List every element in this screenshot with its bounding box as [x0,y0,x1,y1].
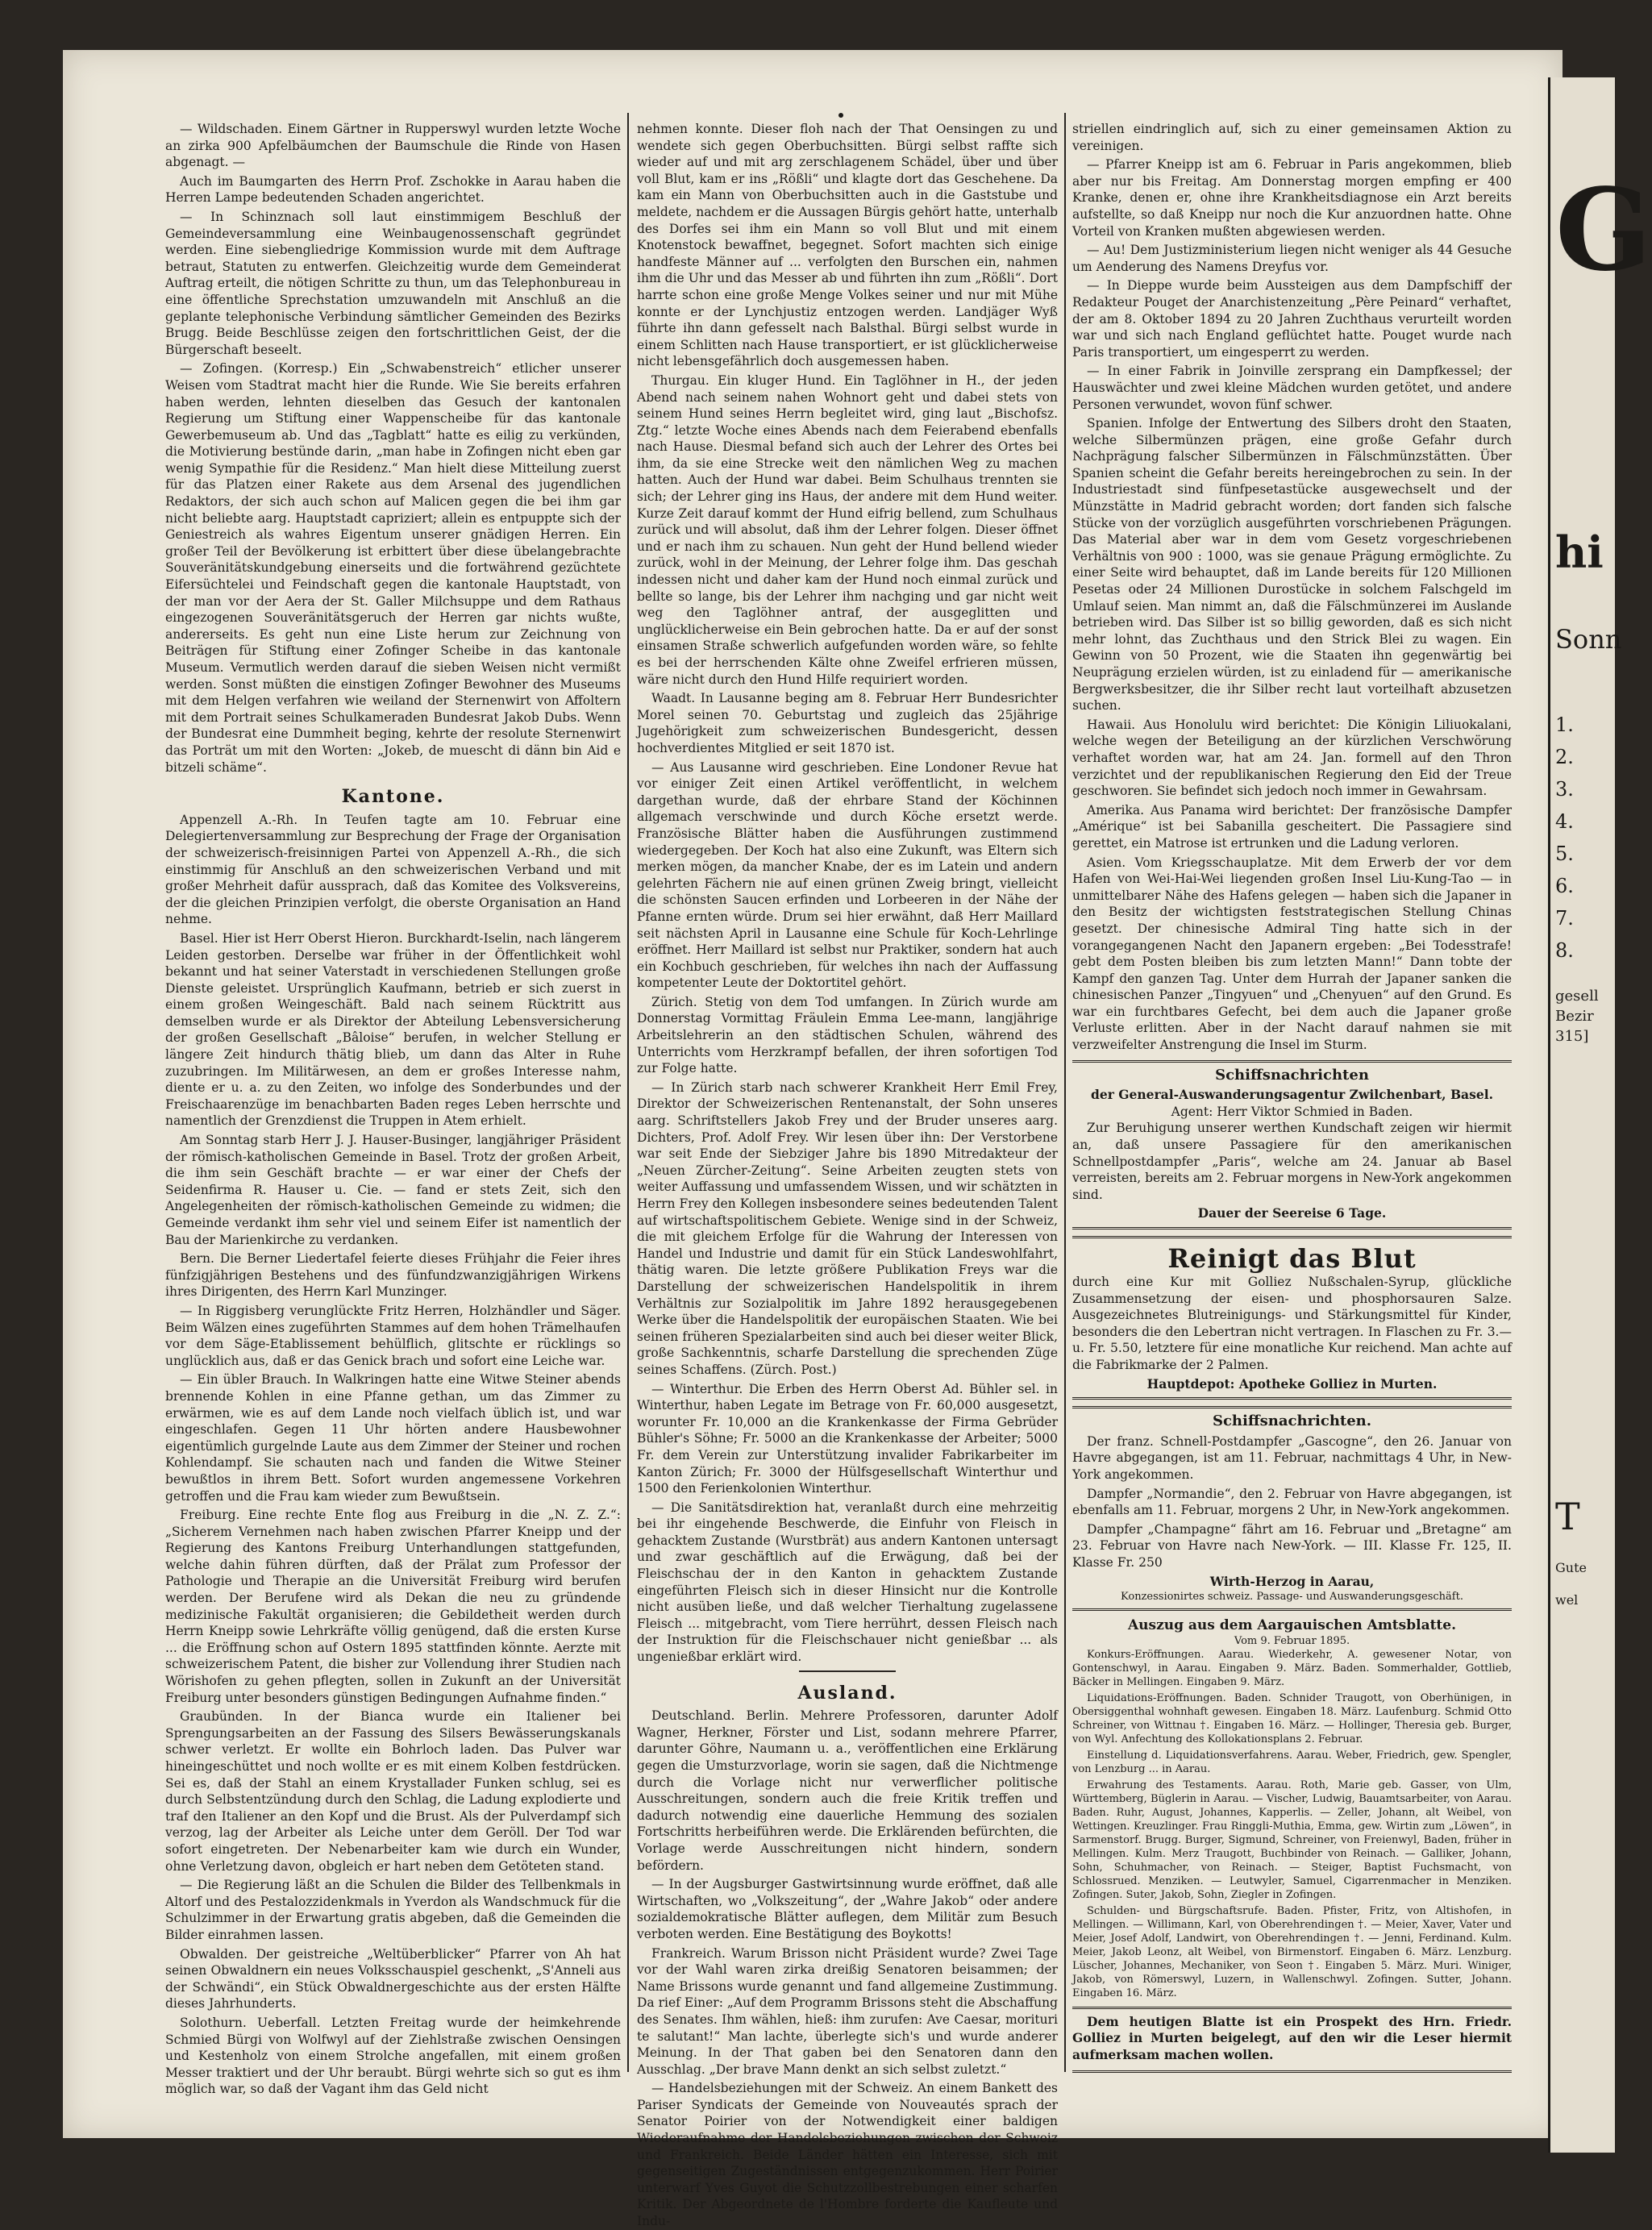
article-paragraph: Zürich. Stetig von dem Tod umfangen. In Zürich wurde am Donnerstag Vormittag Fräulein Emma Lee-mann, langjährige Arbeitslehrerin an den städtischen Schulen, während des Unterrichts vom Herzkrampf befallen, der ihren sofortigen Tod zur Folge hatte. [637,994,1058,1076]
ad-text: durch eine Kur mit Golliez Nußschalen-Syrup, glückliche Zusammensetzung der eisen- und phosphorsauren Salze. Ausgezeichnetes Blutreinigungs- und Stärkungsmittel für Kinder, besonders die den Lebertran nicht vertragen. In Flaschen zu Fr. 3.— u. Fr. 5.50, letztere für eine monatliche Kur reichend. Man achte auf die Fabrikmarke der 2 Palmen. [1072,1275,1512,1372]
article-paragraph: Asien. Vom Kriegsschauplatze. Mit dem Erwerb der vor dem Hafen von Wei-Hai-Wei liegenden großen Insel Liu-Kung-Tao — in unmittelbarer Nähe des Hafens gelegen — haben sich die Japaner in den Besitz der wichtigsten feststrategischen Stellung Chinas gesetzt. Der chinesische Admiral Ting hatte sich in der vorangegangenen Nacht den Japanern ergeben: „Bei Todesstrafe! gebt dem Posten bleiben bis zum letzten Mann!“ Dann tobte der Kampf den ganzen Tag. Unter dem Hurrah der Japaner sanken die chinesischen Panzer „Tingyuen“ und „Chenyuen“ auf den Grund. Es war ein furchtbares Gefecht, bei dem auch die Japaner große Verluste erlitten. Aber in der Nacht darauf nahmen sie mit verzweifelter Anstrengung die Insel im Sturm. [1072,855,1512,1053]
article-paragraph: — In Schinznach soll laut einstimmigem Beschluß der Gemeindeversammlung eine Weinbaugenossenschaft gegründet werden. Eine siebengliedrige Kommission wurde mit dem Auftrage betraut, Statuten zu entwerfen. Gleichzeitig wurde dem Gemeinderat Auftrag erteilt, die nötigen Schritte zu thun, um das Telephonbureau in eine öffentliche Sprechstation umzuwandeln mit Anschluß an die geplante telephonische Verbindung sämtlicher Gemeinden des Bezirks Brugg. Beide Beschlüsse zeigen den fortschrittlichen Geist, der die Bürgerschaft beseelt. [165,209,621,357]
notice-text: Dem heutigen Blatte ist ein Prospekt des Hrn. Friedr. Golliez in Murten beigelegt, auf den wir die Leser hiermit aufmerksam machen wollen. [1072,2013,1512,2062]
article-paragraph: Freiburg. Eine rechte Ente flog aus Freiburg in die „N. Z. Z.“: „Sicherem Vernehmen nach haben zwischen Pfarrer Kneipp und der Regierung des Kantons Freiburg Unterhandlungen stattgefunden, welche dahin führen dürften, daß der Prälat zum Professor der Pathologie und Therapie an die Universität Freiburg wird berufen werden. Der Berufene wird als Dekan die neu zu gründende medizinische Fakultät organisieren; die Gebildetheit werden durch Herrn Kneipp sowie Lehrkräfte völlig genügend, daß die ersten Kurse ... die Eröffnung schon auf Ostern 1895 stattfinden könnte. Aerzte mit schweizerischem Patent, die bisher zur Vollendung ihrer Studien nach Wörishofen zu gehen pflegten, sollen in Zukunft an der Universität Freiburg unter besonders günstigen Bedingungen Aufnahme finden.“ [165,1508,621,1705]
edge-fragment: 6. [1555,875,1574,897]
edge-fragment: 315] [1555,1028,1589,1045]
ad-headline: Reinigt das Blut [1167,1243,1417,1274]
ad-text: Dampfer „Champagne“ fährt am 16. Februar und „Bretagne“ am 23. Februar von Havre nach New-York. — III. Klasse Fr. 125, II. Klasse Fr. 250 [1072,1521,1512,1570]
article-paragraph: — In Riggisberg verunglückte Fritz Herren, Holzhändler und Säger. Beim Wälzen eines zugeführten Stammes auf dem hohen Trämelhaufen vor dem Säge-Etablissement behülflich, glitschte er rücklings so unglücklich aus, daß er das Genick brach und sofort eine Leiche war. [165,1303,621,1368]
edge-fragment: 8. [1555,939,1574,962]
article-paragraph: — Die Sanitätsdirektion hat, veranlaßt durch eine mehrzeitig bei ihr eingehende Beschwerde, die Einfuhr von Fleisch in gehacktem Zustande (Wurstbrät) aus andern Kantonen untersagt und zwar geschäftlich auf die Erwägung, daß bei der Fleischschau der in den Kanton in gehacktem Zustande eingeführten Fleisch sich in dieser Hinsicht nur die Kontrolle nicht ausüben ließe, und daß welcher Tierhaltung zugelassene Fleisch ... mitgebracht, vom Tiere herrührt, dessen Fleisch nach der Instruktion für die Fleischschauer nicht genießbar ... als ungenießbar erklärt wird. [637,1500,1058,1665]
article-paragraph: Spanien. Infolge der Entwertung des Silbers droht den Staaten, welche Silbermünzen prägen, eine große Gefahr durch Nachprägung falscher Silbermünzen in Fälschmünzstätten. Über Spanien scheint die Gefahr bereits hereingebrochen zu sein. In der Industriestadt sind fünfpesetastücke ausgewechselt und der Münzstätte in Madrid gebracht worden; dort fanden sich falsche Stücke von der vorzüglich ausgeführten vorschriebenen Prägungen. Das Material aber war in dem vom Gesetz vorgeschriebenen Verhältnis von 900 : 1000, was sie genaue Prägung ermöglichte. Zu einer Seite wird behauptet, daß im Lande bereits für 120 Millionen Pesetas oder 24 Millionen Durostücke in solchem Falschgeld im Umlauf seien. Man nimmt an, daß die Fälschmünzerei im Auslande betrieben wird. Das Silber ist so billig geworden, daß es sich nicht mehr lohnt, das Zuchthaus und den Strick Blei zu wagen. Ein Gewinn von 50 Prozent, wie die Staaten ihn gegenwärtig bei Neuprägung erzielen würden, ist zu einladend für — amerikanische Bergwerksbesitzer, die ihr Silber recht laut vorteilhaft abzusetzen suchen. [1072,416,1512,714]
article-paragraph: Am Sonntag starb Herr J. J. Hauser-Businger, langjähriger Präsident der römisch-katholischen Gemeinde in Basel. Trotz der großen Arbeit, die ihm sein Geschäft brachte — er war einer der Chefs der Seidenfirma R. Hauser u. Cie. — fand er stets Zeit, sich den Angelegenheiten der römisch-katholischen Gemeinde zu widmen; die Gemeinde verdankt ihm sehr viel und seinem Eifer ist namentlich der Bau der Marienkirche zu verdanken. [165,1133,621,1247]
article-paragraph: Waadt. In Lausanne beging am 8. Februar Herr Bundesrichter Morel seinen 70. Geburtstag und zugleich das 25jährige Jugehörigkeit zum schweizerischen Bundesgericht, dessen hochverdientes Mitglied er seit 1870 ist. [637,691,1058,755]
column-middle [637,121,1058,2229]
amtsblatt-entry: Einstellung d. Liquidationsverfahrens. Aarau. Weber, Friedrich, gew. Spengler, von Lenzburg ... in Aarau. [1072,1749,1512,1775]
column-right [1072,121,1512,2072]
edge-big-letter: G [1555,164,1652,297]
edge-fragment: T [1555,1495,1580,1538]
article-paragraph: — In der Augsburger Gastwirtsinnung wurde eröffnet, daß alle Wirtschaften, wo „Volkszeitung“, der „Wahre Jakob“ oder andere sozialdemokratische Blätter auflegen, dem Militär zum Besuch verboten werden. Eine Bestätigung des Boykotts! [637,1877,1058,1941]
ad-golliez-syrup [1072,1236,1512,1400]
amtsblatt-title: Auszug aus dem Aargauischen Amtsblatte. [1127,1617,1457,1634]
ad-shipping-zwilchenbart [1072,1060,1512,1229]
article-paragraph: — In einer Fabrik in Joinville zersprang ein Dampfkessel; der Hauswächter und zwei kleine Mädchen wurden getötet, und andere Personen verwundet, wovon fünf schwer. [1072,364,1512,412]
edge-fragment: wel [1555,1592,1579,1608]
article-paragraph: — Pfarrer Kneipp ist am 6. Februar in Paris angekommen, blieb aber nur bis Freitag. Am Donnerstag morgen empfing er 400 Kranke, denen er, ohne ihre Krankheitsdiagnose ein Arzt bereits aufstellte, so daß Kneipp nur noch die Kur anzuordnen hatte. Ohne Vorteil von Kranken mußten abgewiesen werden. [1072,157,1512,239]
ad-text: Zur Beruhigung unserer werthen Kundschaft zeigen wir hiermit an, daß unsere Passagiere für den amerikanischen Schnellpostdampfer „Paris“, welche am 24. Januar ab Basel verreisten, bereits am 2. Februar morgens in New-York angekommen sind. [1072,1121,1512,1202]
article-paragraph: striellen eindringlich auf, sich zu einer gemeinsamen Aktion zu vereinigen. [1072,122,1512,153]
article-paragraph: Hawaii. Aus Honolulu wird berichtet: Die Königin Liliuokalani, welche wegen der Beteiligung an der kürzlichen Verschwörung verhaftet worden war, hat am 24. Jan. formell auf den Thron verzichtet und der republikanischen Regierung den Eid der Treue geschworen. Sie befindet sich jedoch noch immer in Gewahrsam. [1072,717,1512,799]
edge-fragment: Gute [1555,1560,1587,1575]
column-left [165,121,621,2097]
ad-text: Dampfer „Normandie“, den 2. Februar von Havre abgegangen, ist ebenfalls am 11. Februar, morgens 2 Uhr, in New-York angekommen. [1072,1486,1512,1518]
article-paragraph: — Die Regierung läßt an die Schulen die Bilder des Tellbenkmals in Altorf und des Pestalozzidenkmals in Yverdon als Wandschmuck für die Schulzimmer in der Erwartung gratis abgeben, daß die Gemeinden die Bilder einrahmen lassen. [165,1878,621,1942]
article-paragraph: Graubünden. In der Bianca wurde ein Italiener bei Sprengungsarbeiten an der Fassung des Silsers Bewässerungskanals schwer verletzt. Er wollte ein Bohrloch laden. Das Pulver war hineingeschüttet und noch wollte er es mit einem Kolben festdrücken. Sei es, daß der Stahl an einem Krystallader Funken schlug, sei es durch Selbstentzündung durch den Schlag, die Ladung explodierte und traf den Italiener an den Kopf und die Brust. Als der Pulverdampf sich verzog, lag der Arbeiter als Leiche unter dem Geröll. Der Tod war sofort eingetreten. Der Nebenarbeiter kam wie durch ein Wunder, ohne Verletzung davon, obgleich er hart neben dem Getöteten stand. [165,1709,621,1874]
ad-agency: der General-Auswanderungsagentur Zwilchenbart, Basel. [1091,1087,1493,1103]
edge-fragment: 3. [1555,778,1574,801]
ad-text: Der franz. Schnell-Postdampfer „Gascogne“, den 26. Januar von Havre abgegangen, ist am 11. Februar, nachmittags 4 Uhr, in New-York angekommen. [1072,1433,1512,1482]
column-rule [627,113,629,2072]
article-paragraph: — In Zürich starb nach schwerer Krankheit Herr Emil Frey, Direktor der Schweizerischen Rentenanstalt, der Sohn unseres aarg. Schriftstellers Jakob Frey und der Bruder unseres aarg. Dichters, Prof. Adolf Frey. Wir lesen über ihn: Der Verstorbene war seit Ende der Siebziger Jahre bis 1890 Mitredakteur der „Neuen Zürcher-Zeitung“. Seine Arbeiten zeugten stets von weiter Auffassung und umfassendem Wissen, und wir schätzten in Herrn Frey den Kollegen insbesondere seines bedeutenden Talent auf wirtschaftspolitischem Gebiete. Wenige sind in der Schweiz, die mit gleichem Erfolge für die Wahrung der Interessen von Handel und Industrie und damit für ein Stück Landeswohlfahrt, thätig waren. Die letzte größere Publikation Freys war die Darstellung der schweizerischen Handelspolitik in ihrem Verhältnis zur Sozialpolitik im Jahre 1892 herausgegebenen Werke über die Handelspolitik der europäischen Staaten. Wie bei seinen früheren Spezialarbeiten sind auch bei dieser weiter Blick, große Sachkenntnis, scharfe Darstellung die sprechenden Züge seines Schaffens. (Zürch. Post.) [637,1080,1058,1377]
article-paragraph: — Handelsbeziehungen mit der Schweiz. An einem Bankett des Pariser Syndicats der Gemeinde von Nouveautés sprach der Senator Poirier von der Notwendigkeit einer baldigen Wiederaufnahme der Handelsbeziehungen zwischen der Schweiz und Frankreich. Beide Länder hätten ein Interesse, sich mit gegenseitigen Zugeständnissen entgegenzukommen. Herr Poirier unterwarf Yves Guyot die Schutzzollbestrebungen einer scharfen Kritik. Der Abgeordnete de l'Hombre forderte die Kaufleute und Indu- [637,2081,1058,2229]
article-paragraph: Thurgau. Ein kluger Hund. Ein Taglöhner in H., der jeden Abend nach seinem nahen Wohnort geht und dabei stets von seinem Hund seines Herrn begleitet wird, ging laut „Bischofsz. Ztg.“ letzte Woche eines Abends nach dem Feierabend ebenfalls nach Hause. Diesmal befand sich auch der Lehrer des Ortes bei ihm, da sie eine Strecke weit den nämlichen Weg zu machen hatten. Auch der Hund war dabei. Beim Schulhaus trennten sie sich; der Lehrer ging ins Haus, der andere mit dem Hund weiter. Kurze Zeit darauf kommt der Hund eifrig bellend, zum Schulhaus zurück und will absolut, daß ihm der Lehrer folgen. Dieser öffnet und er nach ihm zu schauen. Nun geht der Hund bellend wieder zurück, wohl in der Meinung, der Lehrer folge ihm. Das geschah indessen nicht und daher kam der Hund noch einmal zurück und bellte so lange, bis der Lehrer ihm nachging und gar nicht weit weg den Taglöhner antraf, der ausgeglitten und unglücklicherweise ein Bein gebrochen hatte. Da er auf der sonst einsamen Straße schwerlich aufgefunden worden wäre, so fehlte es bei der herrschenden Kälte ohne Zweifel erfrieren müssen, wäre nicht durch den Hund Hilfe requiriert worden. [637,372,1058,687]
article-paragraph: Deutschland. Berlin. Mehrere Professoren, darunter Adolf Wagner, Herkner, Förster und List, sodann mehrere Pfarrer, darunter Göhre, Naumann u. a., veröffentlichen eine Erklärung gegen die Umsturzvorlage, worin sie sagen, daß die Nichtmenge durch die Vorlage nicht nur verwerflicher politische Ausschreitungen, sondern auch die freie Kritik treffen und dadurch notwendig eine dauerliche Hemmung des sozialen Fortschritts herbeiführen werde. Die Erklärenden befürchten, die Vorlage werde Ausschreitungen nicht hindern, sondern befördern. [637,1708,1058,1873]
ad-title: Schiffsnachrichten [1215,1066,1369,1084]
ad-depot: Hauptdepot: Apotheke Golliez in Murten. [1146,1375,1438,1392]
column-rule [1064,113,1066,2072]
amtsblatt-entry: Konkurs-Eröffnungen. Aarau. Wiederkehr, A. gewesener Notar, von Gontenschwyl, in Aarau. Eingaben 9. März. Baden. Sommerhalder, Gottlieb, Bäcker in Mellingen. Eingaben 9. März. [1072,1648,1512,1688]
edge-fragment: 5. [1555,842,1574,865]
amtsblatt-entry: Schulden- und Bürgschaftsrufe. Baden. Pfister, Fritz, von Altishofen, in Mellingen. — Willimann, Karl, von Oberehrendingen †. — Meier, Xaver, Vater und Meier, Josef Adolf, Landwirt, von Oberehrendingen †. — Jenni, Ferdinand. Kulm. Meier, Jakob Leonz, alt Weibel, von Birmenstorf. Eingaben 6. März. Lenzburg. Lüscher, Johannes, Mechaniker, von Seon †. Eingaben 5. März. Muri. Winiger, Jakob, von Römerswyl, Luzern, in Wallenschwyl. Zofingen. Sutter, Johann. Eingaben 16. März. [1072,1904,1512,1999]
amtsblatt-entry: Liquidations-Eröffnungen. Baden. Schnider Traugott, von Oberhünigen, in Obersiggenthal wohnhaft gewesen. Eingaben 18. März. Laufenburg. Schmid Otto Schreiner, von Wittnau †. Eingaben 16. März. — Hollinger, Theresia geb. Burger, von Wyl. Anfechtung des Kollokationsplans 2. Februar. [1072,1691,1512,1745]
separator [799,1670,896,1672]
article-paragraph: Auch im Baumgarten des Herrn Prof. Zschokke in Aarau haben die Herren Lampe bedeutenden Schaden angerichtet. [165,173,621,206]
edge-fragment: 1. [1555,714,1574,736]
edge-fragment: Bezir [1555,1008,1594,1025]
article-paragraph: Amerika. Aus Panama wird berichtet: Der französische Dampfer „Amérique“ ist bei Sabanilla gescheitert. Die Passagiere sind gerettet, ein Matrose ist ertrunken und die Ladung verloren. [1072,802,1512,851]
article-paragraph: — Au! Dem Justizministerium liegen nicht weniger als 44 Gesuche um Aenderung des Namens Dreyfus vor. [1072,243,1512,274]
ad-agent: Wirth-Herzog in Aarau, [1209,1573,1375,1589]
edge-fragment: gesell [1555,988,1599,1005]
section-title-kantone: Kantone. [341,786,445,808]
edge-fragment: Sonn [1555,624,1622,655]
section-title-ausland: Ausland. [797,1682,897,1704]
edge-fragment: 4. [1555,810,1574,833]
article-paragraph: — Winterthur. Die Erben des Herrn Oberst Ad. Bühler sel. in Winterthur, haben Legate im Betrage von Fr. 60,000 ausgesetzt, worunter Fr. 10,000 an die Krankenkasse der Firma Gebrüder Bühler's Söhne; Fr. 5000 an die Krankenkasse der Arbeiter; 5000 Fr. dem Verein zur Unterstützung invalider Fabrikarbeiter im Kanton Zürich; Fr. 3000 der Hülfsgesellschaft Winterthur und 1500 den Ferienkolonien Winterthur. [637,1381,1058,1496]
article-paragraph: Appenzell A.-Rh. In Teufen tagte am 10. Februar eine Delegiertenversammlung zur Besprechung der Frage der Organisation der schweizerisch-freisinnigen Partei von Appenzell A.-Rh., die sich einstimmig für Anschluß an den schweizerischen Verband und mit großer Mehrheit dafür aussprach, daß das Komitee des Volksvereins, der die gleichen Prinzipien verfolgt, die oberste Organisation an Hand nehme. [165,812,621,927]
amtsblatt-date: Vom 9. Februar 1895. [1234,1634,1350,1647]
article-paragraph: — Zofingen. (Korresp.) Ein „Schwabenstreich“ etlicher unserer Weisen vom Stadtrat macht hier die Runde. Wie Sie bereits erfahren haben werden, lehnten dieselben das Gesuch der kantonalen Regierung um Stiftung einer Wappenscheibe für das kantonale Gewerbemuseum ab. Und das „Tagblatt“ hatte es eilig zu verkünden, die Motivierung bestünde darin, „man habe in Zofingen nicht eben gar wenig Sympathie für die Residenz.“ Man hielt diese Mitteilung zuerst für das Platzen einer Rakete aus dem Arsenal des jugendlichen Redaktors, der sich auch schon auf Malicen gegen die bei ihm gar nicht beliebte aarg. Hauptstadt capriziert; allein es entpuppte sich der Geniestreich als wahres Eigentum unserer gnädigen Herren. Ein großer Teil der Bevölkerung ist erbittert über diese übelangebrachte Souveränitätskundgebung einerseits und die fortwährend gezüchtete Eifersüchtelei und Feindschaft gegen die kantonale Hauptstadt, von der man vor der Aera der St. Galler Milchsuppe und dem Rathaus eingezogenen Souveränitätsgeruch der Herren gar nichts wußte, andererseits. Es geht nun eine Liste herum zur Zeichnung von Beiträgen für Stiftung einer Zofinger Scheibe in das kantonale Museum. Vermutlich werden darauf die sieben Weisen nicht vermißt werden. Sonst müßten die einstigen Zofinger Bewohner des Museums mit dem Helgen verfahren wie weiland der Sternenwirt von Affoltern mit dem Portrait seines Schulkameraden Bundesrat Jakob Dubs. Wenn der Bundesrat eine Dummheit beging, kehrte der resolute Sternenwirt das Porträt um mit den Worten: „Jokeb, de muescht di dänn bin Aid e bitzeli schäme“. [165,361,621,775]
ad-title: Schiffsnachrichten. [1212,1412,1372,1430]
adjacent-page-edge [1548,77,1652,2153]
article-paragraph: nehmen konnte. Dieser floh nach der That Oensingen zu und wendete sich gegen Oberbuchsitten. Bürgi selbst raffte sich wieder auf und mit arg zerschlagenem Schädel, über und über voll Blut, kam er ins „Rößli“ und klagte dort das Geschehene. Da kam ein Mann von Oberbuchsitten auch in die Gaststube und meldete, nachdem er die Aussagen Bürgis gehört hatte, unterhalb des Dorfes sei ihm ein Mann so voll Blut und mit einem Knotenstock bewaffnet, begegnet. Sofort machten sich einige handfeste Männer auf ... verfolgten den Burschen ein, nahmen ihm die Uhr und das Messer ab und führten ihn zum „Rößli“. Dort harrte schon eine große Menge Volkes seiner und nur mit Mühe konnte er der Lynchjustiz entzogen werden. Landjäger Wyß führte ihn dann gefesselt nach Balsthal. Bürgi selbst wurde in einem Schlitten nach Hause transportiert, er ist glücklicherweise nicht lebensgefährlich doch ausgemessen haben. [637,122,1058,369]
article-paragraph: Bern. Die Berner Liedertafel feierte dieses Frühjahr die Feier ihres fünfzigjährigen Bestehens und des fünfundzwanzigjährigen Wirkens ihres Dirigenten, des Herrn Karl Munzinger. [165,1251,621,1300]
edge-fragment: 2. [1555,746,1574,768]
ad-agent: Agent: Herr Viktor Schmied in Baden. [1171,1104,1413,1119]
ad-duration: Dauer der Seereise 6 Tage. [1197,1205,1387,1221]
article-paragraph: — Ein übler Brauch. In Walkringen hatte eine Witwe Steiner abends brennende Kohlen in eine Pfanne gethan, um das Zimmer zu erwärmen, wie es auf dem Lande noch vielfach üblich ist, und war eingeschlafen. Gegen 11 Uhr hörten andere Hausbewohner eigentümlich gurgelnde Laute aus dem Zimmer der Steiner und rochen Kohlendampf. Sie schauten nach und fanden die Witwe Steiner bewußtlos in ihrem Bett. Sofort wurden angemessene Vorkehren getroffen und die Frau kam wieder zum Bewußtsein. [165,1372,621,1504]
edge-fragment: 7. [1555,907,1574,930]
article-paragraph: — Wildschaden. Einem Gärtner in Rupperswyl wurden letzte Woche an zirka 900 Apfelbäumchen der Baumschule die Rinde von Hasen abgenagt. — [165,122,621,170]
page-dot [838,113,843,118]
article-paragraph: Obwalden. Der geistreiche „Weltüberblicker“ Pfarrer von Ah hat seinen Obwaldnern ein neues Volksschauspiel geschenkt, „S'Anneli aus der Schwändi“, ein Stück Obwaldnergeschichte aus der ersten Hälfte dieses Jahrhunderts. [165,1946,621,2012]
article-paragraph: — In Dieppe wurde beim Aussteigen aus dem Dampfschiff der Redakteur Pouget der Anarchistenzeitung „Père Peinard“ verhaftet, der am 8. Oktober 1894 zu 20 Jahren Zuchthaus verurteilt worden war und sich nach England geflüchtet hatte. Pouget wurde nach Paris transportiert, um eingesperrt zu werden. [1072,278,1512,360]
article-paragraph: Solothurn. Ueberfall. Letzten Freitag wurde der heimkehrende Schmied Bürgi von Wolfwyl auf der Ziehlstraße zwischen Oensingen und Kestenholz von einem Strolche angefallen, mit einem großen Messer traktiert und der Uhr beraubt. Bürgi wehrte sich so gut es ihm möglich war, so daß der Vagant ihm das Geld nicht [165,2015,621,2097]
article-paragraph: — Aus Lausanne wird geschrieben. Eine Londoner Revue hat vor einiger Zeit einen Artikel veröffentlicht, in welchem dargethan wurde, daß der ehrbare Stand der Köchinnen allgemach verschwinde und durch Köche ersetzt werde. Französische Blätter haben die Ausführungen zustimmend wiedergegeben. Der Koch hat also eine Zukunft, was Eltern sich merken mögen, da mancher Knabe, der es im Latein und andern gelehrten Fächern nie auf einen grünen Zweig bringt, vielleicht die schönsten Saucen erfinden und Lorbeeren in der Nähe der Pfanne ernten würde. Drum sei hier erwähnt, daß Herr Maillard seit nächsten April in Lausanne eine Schule für Koch-Lehrlinge eröffnet. Herr Maillard ist selbst nur Praktiker, sondern hat auch ein Kochbuch geschrieben, für welches ihn nach der Auffassung kompetenter Leute der Doktortitel gehört. [637,759,1058,991]
edge-fragment: hi [1555,526,1604,578]
notice-box [1072,2007,1512,2074]
ad-shipping-wirth-herzog [1072,1406,1512,1611]
amtsblatt-entry: Erwahrung des Testaments. Aarau. Roth, Marie geb. Gasser, von Ulm, Württemberg, Büglerin in Aarau. — Vischer, Ludwig, Bauamtsarbeiter, von Aarau. Baden. Ruhr, August, Johannes, Kapperlis. — Zeller, Johann, alt Weibel, von Wettingen. Kreuzlinger. Frau Ringgli-Muthia, Emma, gew. Wirtin zum „Löwen“, in Sarmenstorf. Brugg. Burger, Sigmund, Schreiner, von Freienwyl, Baden, früher in Mellingen. Kulm. Merz Traugott, Buchbinder von Reinach. — Galliker, Johann, Sohn, Schuhmacher, von Reinach. — Steiger, Baptist Fuchsmacht, von Schlossrued. Menziken. — Leutwyler, Samuel, Cigarrenmacher in Menziken. Zofingen. Suter, Jakob, Sohn, Ziegler in Zofingen. [1072,1779,1512,1901]
article-paragraph: Basel. Hier ist Herr Oberst Hieron. Burckhardt-Iselin, nach längerem Leiden gestorben. Derselbe war früher in der Öffentlichkeit wohl bekannt und hat seiner Vaterstadt in verschiedenen Stellungen große Dienste geleistet. Ursprünglich Kaufmann, betrieb er sich zuerst in einem großen Weingeschäft. Bald nach seinem Rücktritt aus demselben wurde er als Direktor der Abteilung Lebensversicherung der großen Gesellschaft „Bâloise“ berufen, in welcher Stellung er längere Zeit hindurch thätig blieb, um dann das Alter in Ruhe zuzubringen. Im Militärwesen, an dem er großes Interesse nahm, diente er u. a. zu den Zeiten, wo infolge des Sonderbundes und der Freischaarenzüge im benachbarten Baden reges Leben herrschte und namentlich der Grenzdienst die Truppen in Atem erhielt. [165,930,621,1129]
article-paragraph: Frankreich. Warum Brisson nicht Präsident wurde? Zwei Tage vor der Wahl waren zirka dreißig Senatoren beisammen; der Name Brissons wurde genannt und fand allgemeine Zustimmung. Da rief Einer: „Auf dem Programm Brissons steht die Abschaffung des Senates. Ihm wählen, hieß: ihm zurufen: Ave Caesar, morituri te salutant!“ Man lachte, überlegte sich's und wurde anderer Meinung. In der That gaben bei den Senatoren dann den Ausschlag. „Der brave Mann denkt an sich selbst zuletzt.“ [637,1945,1058,2077]
ad-agent-note: Konzessionirtes schweiz. Passage- und Auswanderungsgeschäft. [1121,1591,1463,1604]
